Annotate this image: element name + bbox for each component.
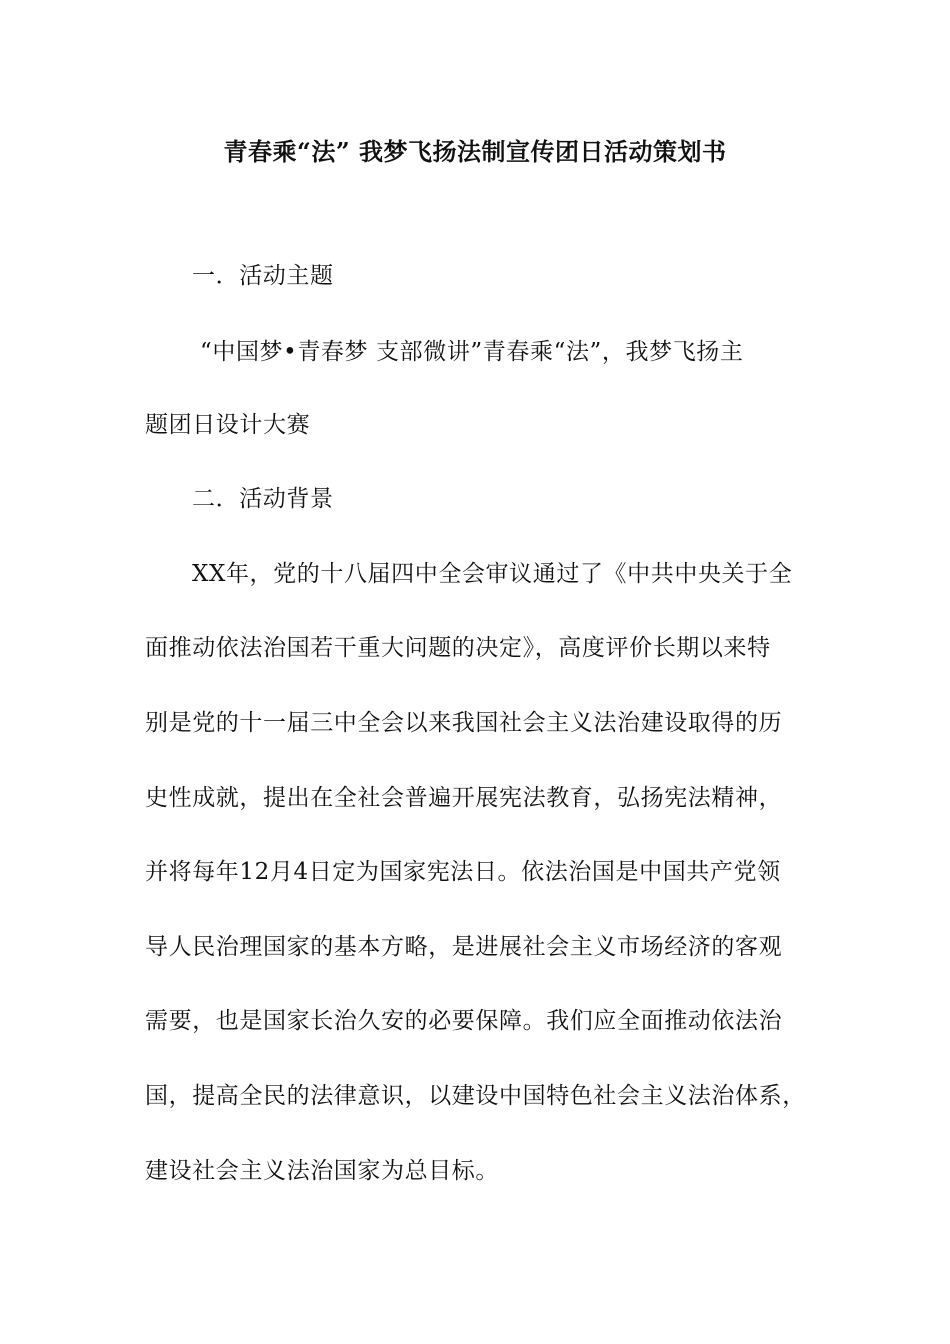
paragraph-line: 国，提高全民的法律意识，以建设中国特色社会主义法治体系， — [145, 1083, 806, 1109]
paragraph-line: 建设社会主义法治国家为总目标。 — [145, 1158, 499, 1184]
paragraph-line: “中国梦•青春梦 支部微讲”青春乘“法”，我梦飞扬主 — [200, 339, 744, 365]
paragraph-line: 史性成就，提出在全社会普遍开展宪法教育，弘扬宪法精神， — [145, 785, 783, 811]
paragraph-line: 面推动依法治国若干重大问题的决定》，高度评价长期以来特 — [145, 635, 771, 661]
paragraph-line: 需要，也是国家长治久安的必要保障。我们应全面推动依法治 — [145, 1008, 783, 1034]
paragraph-line: 别是党的十一届三中全会以来我国社会主义法治建设取得的历 — [145, 710, 783, 736]
paragraph-line: 并将每年12月4日定为国家宪法日。依法治国是中国共产党领 — [145, 859, 781, 885]
section-heading-background: 二．活动背景 — [192, 486, 334, 512]
paragraph-line: XX年，党的十八届四中全会审议通过了《中共中央关于全 — [192, 561, 793, 587]
document-title: 青春乘“法” 我梦飞扬法制宣传团日活动策划书 — [223, 137, 727, 166]
section-heading-theme: 一．活动主题 — [192, 263, 334, 289]
paragraph-line: 题团日设计大赛 — [145, 412, 311, 438]
paragraph-line: 导人民治理国家的基本方略，是进展社会主义市场经济的客观 — [145, 934, 783, 960]
